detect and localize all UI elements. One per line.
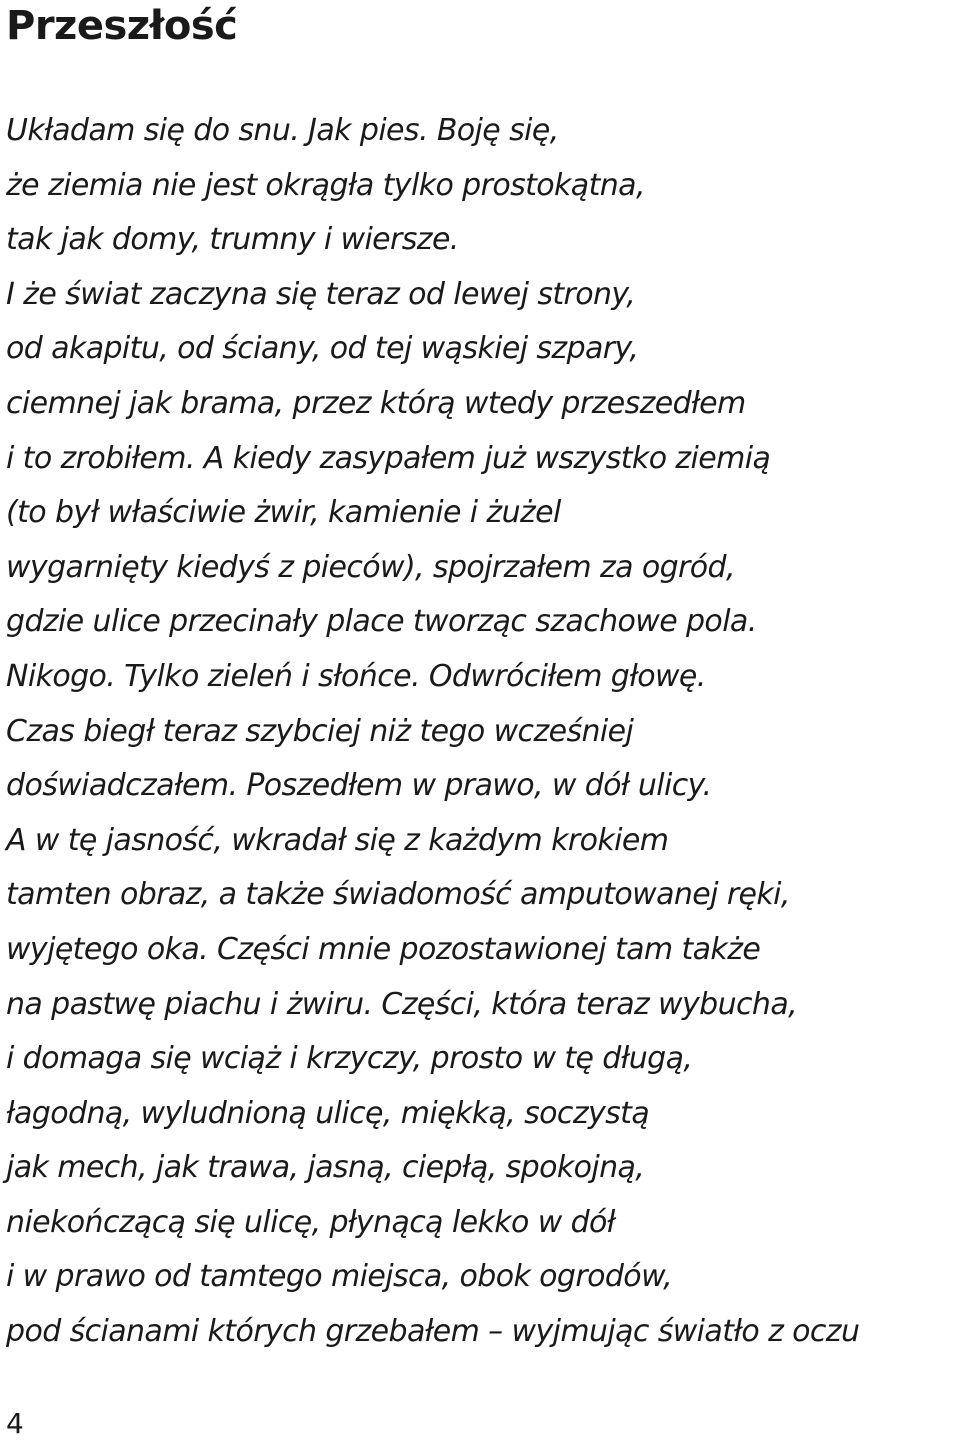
poem-line: łagodną, wyludnioną ulicę, miękką, soczystą: [6, 1095, 650, 1131]
poem-line: ciemnej jak brama, przez którą wtedy przeszedłem: [6, 385, 746, 421]
poem-line: od akapitu, od ściany, od tej wąskiej szpary,: [6, 331, 639, 367]
poem-line: tak jak domy, trumny i wiersze.: [6, 222, 459, 258]
poem-line: Czas biegł teraz szybciej niż tego wcześniej: [6, 713, 634, 749]
poem-line: doświadczałem. Poszedłem w prawo, w dół ulicy.: [6, 768, 712, 804]
poem-line: wyjętego oka. Części mnie pozostawionej tam także: [6, 931, 761, 967]
poem-line: na pastwę piachu i żwiru. Części, która teraz wybucha,: [6, 986, 798, 1022]
poem-line: A w tę jasność, wkradał się z każdym krokiem: [6, 822, 669, 858]
poem-line: I że świat zaczyna się teraz od lewej strony,: [6, 276, 636, 312]
poem-line: wygarnięty kiedyś z pieców), spojrzałem za ogród,: [6, 549, 735, 585]
poem-title: Przeszłość: [6, 3, 238, 49]
page-number: 4: [6, 1407, 24, 1440]
poem-line: jak mech, jak trawa, jasną, ciepłą, spokojną,: [6, 1150, 645, 1186]
poem-line: Układam się do snu. Jak pies. Boję się,: [6, 113, 559, 148]
poem-line: pod ścianami których grzebałem – wyjmując światło z oczu: [6, 1314, 860, 1350]
poem-line: tamten obraz, a także świadomość amputowanej ręki,: [6, 877, 790, 913]
poem-line: i domaga się wciąż i krzyczy, prosto w tę długą,: [6, 1041, 693, 1077]
poem-line: (to był właściwie żwir, kamienie i żużel: [6, 495, 561, 531]
poem-line: niekończącą się ulicę, płynącą lekko w dół: [6, 1204, 615, 1240]
poem-line: że ziemia nie jest okrągła tylko prostokątna,: [6, 167, 645, 203]
poem-line: gdzie ulice przecinały place tworząc szachowe pola.: [6, 604, 757, 640]
poem-body: [6, 104, 958, 1360]
poem-line: i w prawo od tamtego miejsca, obok ogrodów,: [6, 1259, 673, 1295]
poem-line: Nikogo. Tylko zieleń i słońce. Odwróciłem głowę.: [6, 658, 706, 694]
poem-line: i to zrobiłem. A kiedy zasypałem już wszystko ziemią: [6, 440, 771, 476]
